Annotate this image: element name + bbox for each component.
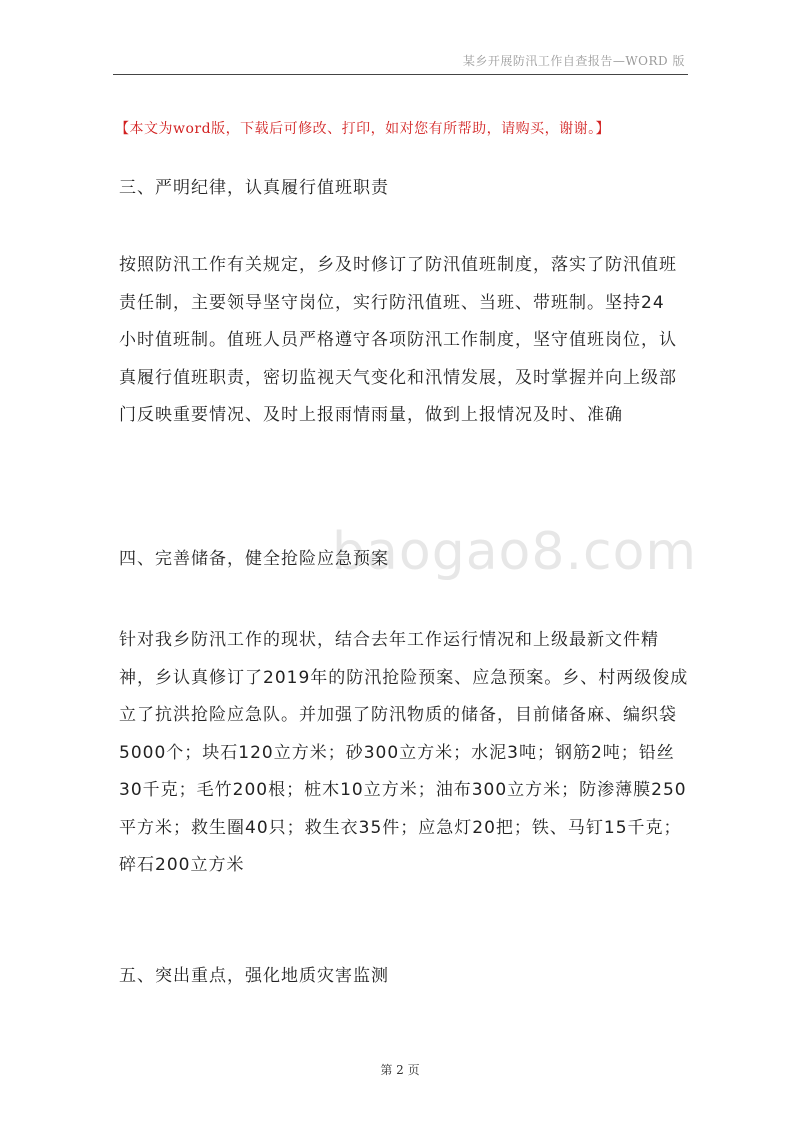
- section-paragraph-3: 按照防汛工作有关规定，乡及时修订了防汛值班制度，落实了防汛值班责任制，主要领导坚守岗位，实行防汛值班、当班、带班制。坚持24 小时值班制。值班人员严格遵守各项防汛工作制度，坚守值班岗位，认真履行值班职责，密切监视天气变化和汛情发展，及时掌握并向上级部门反映重要情况、及时上报雨情雨量，做到上报情况及时、准确: [119, 255, 677, 425]
- page-number: 第 2 页: [380, 1063, 420, 1077]
- header-divider: [113, 74, 688, 75]
- document-header-title: 某乡开展防汛工作自查报告—WORD 版: [462, 54, 685, 68]
- purchase-notice: 【本文为word版，下载后可修改、打印，如对您有所帮助，请购买，谢谢。】: [115, 121, 611, 137]
- section-heading-5: 五、突出重点，强化地质灾害监测: [119, 966, 389, 986]
- section-heading-4: 四、完善储备，健全抢险应急预案: [119, 549, 389, 569]
- section-paragraph-4: 针对我乡防汛工作的现状，结合去年工作运行情况和上级最新文件精神，乡认真修订了2019年的防汛抢险预案、应急预案。乡、村两级俊成立了抗洪抢险应急队。并加强了防汛物质的储备，目前储备麻、编织袋5000个；块石120立方米；砂300立方米；水泥3吨；钢筋2吨；铅丝30千克；毛竹200根；桩木10立方米；油布300立方米；防渗薄膜250平方米；救生圈40只；救生衣35件；应急灯20把；铁、马钉15千克；碎石200立方米: [119, 630, 689, 875]
- watermark: baogao8.com: [332, 522, 698, 582]
- section-heading-3: 三、严明纪律，认真履行值班职责: [119, 178, 389, 198]
